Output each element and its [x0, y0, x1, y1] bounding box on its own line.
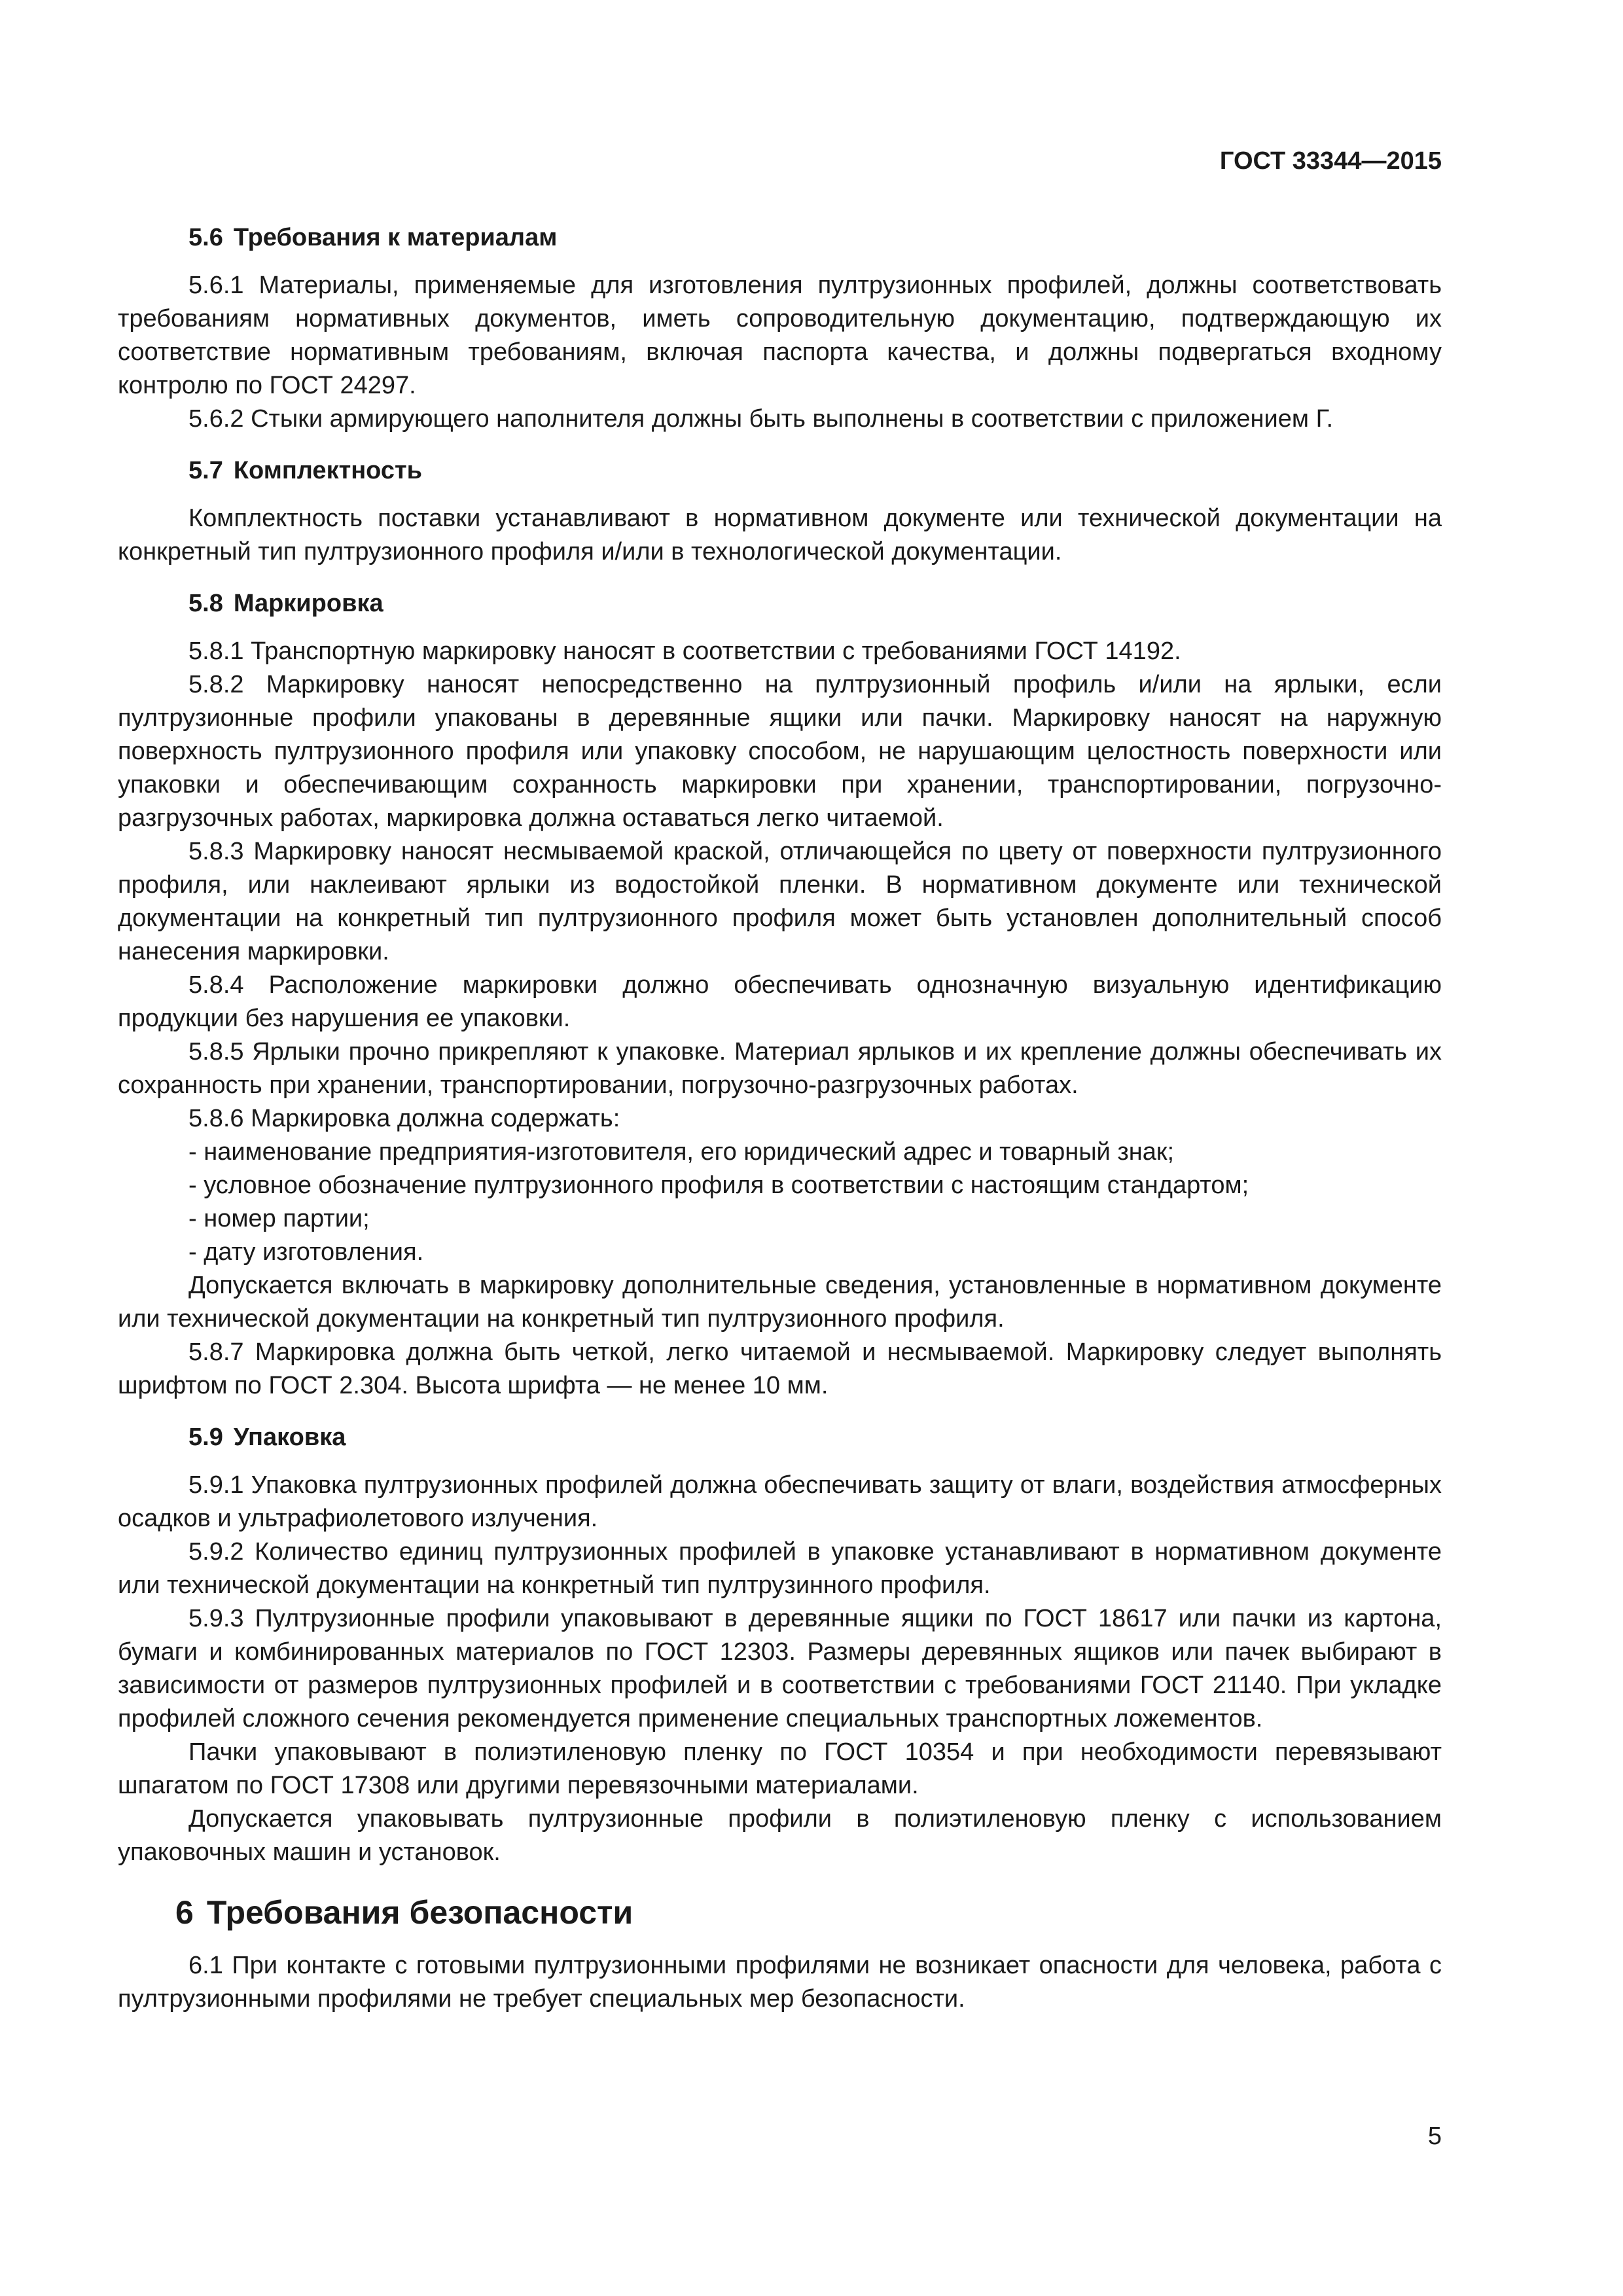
section-title: Упаковка	[233, 1424, 346, 1451]
list-item: - номер партии;	[188, 1205, 370, 1232]
section-heading-5-8	[118, 587, 1442, 620]
list-item: - условное обозначение пултрузионного профиля в соответствии с настоящим стандартом;	[188, 1172, 1249, 1199]
paragraph-5-8-1: 5.8.1 Транспортную маркировку наносят в соответствии с требованиями ГОСТ 14192.	[188, 637, 1181, 665]
section-number: 5.6	[188, 224, 223, 251]
section-title: Маркировка	[233, 590, 383, 617]
list-item: - наименование предприятия-изготовителя, его юридический адрес и товарный знак;	[188, 1138, 1175, 1166]
page-number: 5	[1427, 2123, 1442, 2150]
paragraph-5-8-4: 5.8.4 Расположение маркировки должно обеспечивать однозначную визуальную идентификацию продукции без нарушения ее упаковки.	[118, 971, 1442, 1032]
paragraph-5-9-3-film: Допускается упаковывать пултрузионные профили в полиэтиленовую пленку с использованием упаковочных машин и установок.	[118, 1805, 1442, 1866]
paragraph-5-7: Комплектность поставки устанавливают в нормативном документе или технической документации на конкретный тип пултрузионного профиля и/или в технологической документации.	[118, 505, 1442, 565]
chapter-number: 6	[175, 1894, 194, 1931]
chapter-title: Требования безопасности	[206, 1894, 633, 1931]
paragraph-5-8-3: 5.8.3 Маркировку наносят несмываемой краской, отличающейся по цвету от поверхности пултрузионного профиля, или наклеивают ярлыки из водостойкой пленки. В нормативном документе или технической документации на конкретный тип пултрузионного профиля может быть установлен дополнительный способ нанесения маркировки.	[118, 838, 1442, 965]
section-heading-5-9	[118, 1421, 1442, 1454]
chapter-heading-6	[118, 1892, 1442, 1933]
paragraph-6-1: 6.1 При контакте с готовыми пултрузионными профилями не возникает опасности для человека, работа с пултрузионными профилями не требует специальных мер безопасности.	[118, 1952, 1442, 2013]
paragraph-5-8-2: 5.8.2 Маркировку наносят непосредственно на пултрузионный профиль и/или на ярлыки, если пултрузионные профили упакованы в деревянные ящики или пачки. Маркировку наносят на наружную поверхность пултрузионного профиля или упаковку способом, не нарушающим целостность поверхности или упаковки и обеспечивающим сохранность маркировки при хранении, транспортировании, погрузочно-разгрузочных работах, маркировка должна оставаться легко читаемой.	[118, 671, 1442, 832]
section-heading-5-6	[118, 221, 1442, 255]
paragraph-5-8-5: 5.8.5 Ярлыки прочно прикрепляют к упаковке. Материал ярлыков и их крепление должны обеспечивать их сохранность при хранении, транспортировании, погрузочно-разгрузочных работах.	[118, 1038, 1442, 1099]
document-code: ГОСТ 33344—2015	[1219, 147, 1442, 175]
paragraph-5-9-3: 5.9.3 Пултрузионные профили упаковывают в деревянные ящики по ГОСТ 18617 или пачки из картона, бумаги и комбинированных материалов по ГОСТ 12303. Размеры деревянных ящиков или пачек выбирают в зависимости от размеров пултрузионных профилей и в соответствии с требованиями ГОСТ 21140. При укладке профилей сложного сечения рекомендуется применение специальных транспортных ложементов.	[118, 1605, 1442, 1732]
section-number: 5.9	[188, 1424, 223, 1451]
paragraph-5-8-7: 5.8.7 Маркировка должна быть четкой, легко читаемой и несмываемой. Маркировку следует выполнять шрифтом по ГОСТ 2.304. Высота шрифта — не менее 10 мм.	[118, 1338, 1442, 1399]
section-title: Комплектность	[233, 457, 422, 484]
section-number: 5.7	[188, 457, 223, 484]
section-number: 5.8	[188, 590, 223, 617]
paragraph-5-6-1: 5.6.1 Материалы, применяемые для изготовления пултрузионных профилей, должны соответствовать требованиям нормативных документов, иметь сопроводительную документацию, подтверждающую их соответствие нормативным требованиям, включая паспорта качества, и должны подвергаться входному контролю по ГОСТ 24297.	[118, 272, 1442, 399]
paragraph-5-9-2: 5.9.2 Количество единиц пултрузионных профилей в упаковке устанавливают в нормативном документе или технической документации на конкретный тип пултрузинного профиля.	[118, 1538, 1442, 1599]
paragraph-5-9-3-packs: Пачки упаковывают в полиэтиленовую пленку по ГОСТ 10354 и при необходимости перевязывают шпагатом по ГОСТ 17308 или другими перевязочными материалами.	[118, 1738, 1442, 1799]
list-item: - дату изготовления.	[188, 1238, 424, 1266]
paragraph-5-8-6-note: Допускается включать в маркировку дополнительные сведения, установленные в нормативном документе или технической документации на конкретный тип пултрузионного профиля.	[118, 1272, 1442, 1333]
paragraph-5-9-1: 5.9.1 Упаковка пултрузионных профилей должна обеспечивать защиту от влаги, воздействия атмосферных осадков и ультрафиолетового излучения.	[118, 1471, 1442, 1532]
paragraph-5-6-2: 5.6.2 Стыки армирующего наполнителя должны быть выполнены в соответствии с приложением Г.	[188, 405, 1334, 433]
page-content	[118, 221, 1442, 2016]
paragraph-5-8-6: 5.8.6 Маркировка должна содержать:	[188, 1105, 620, 1132]
section-heading-5-7	[118, 454, 1442, 488]
section-title: Требования к материалам	[233, 224, 558, 251]
